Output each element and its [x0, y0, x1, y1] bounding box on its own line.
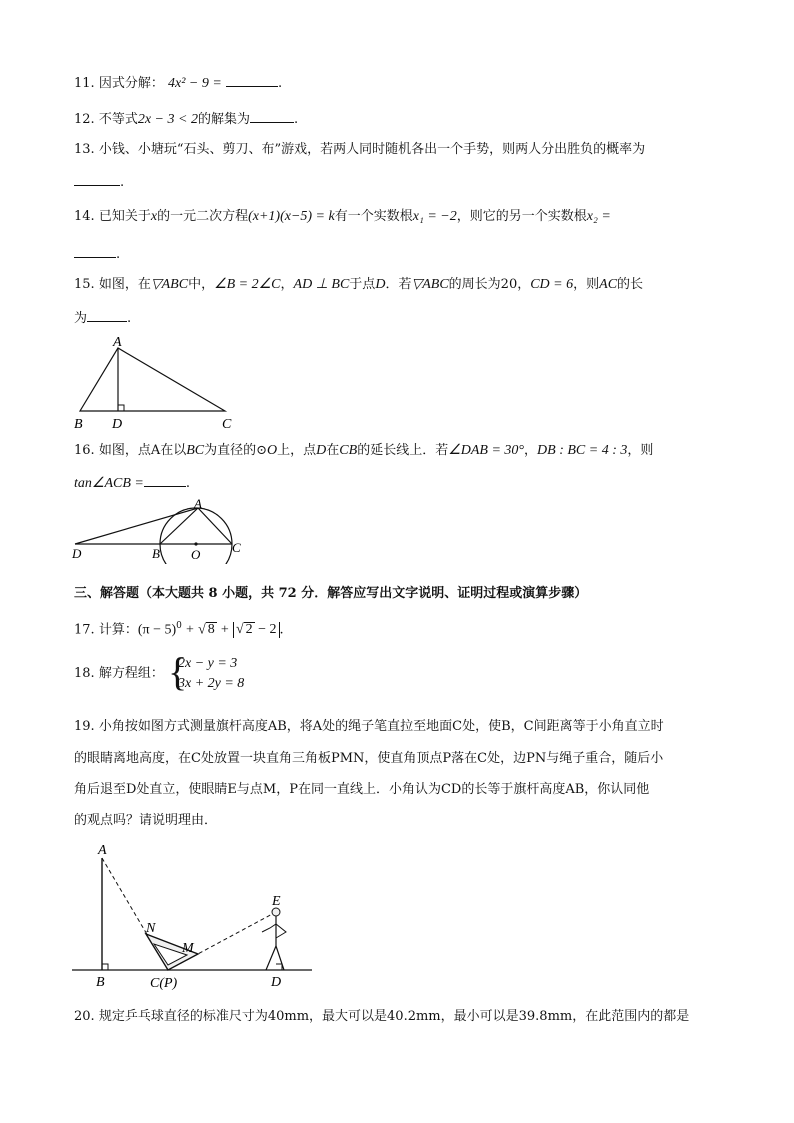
question-11: 11. 因式分解： 4x² − 9 = . — [74, 73, 282, 93]
right-angle-mark — [118, 405, 124, 411]
right-angle-mark-b — [102, 964, 108, 970]
answer-blank[interactable] — [250, 109, 294, 123]
right-angle-mark-d — [276, 964, 282, 970]
person-head — [272, 908, 280, 916]
label-d: D — [271, 975, 282, 990]
question-12: 12. 不等式2x − 3 < 2的解集为 . — [74, 109, 298, 129]
answer-blank[interactable] — [144, 473, 186, 487]
question-20: 20. 规定乒乓球直径的标准尺寸为40mm，最大可以是40.2mm，最小可以是39.8mm，在此范围内的都是 — [74, 1009, 690, 1024]
label-b: B — [152, 546, 160, 561]
question-19-line2: 的眼睛离地高度，在C处放置一块直角三角板PMN，使直角顶点P落在C处，边PN与绳子重合，随后小 — [74, 751, 664, 766]
answer-blank[interactable] — [87, 308, 127, 322]
equation-system: { 2x − y = 3 3x + 2y = 8 — [167, 649, 245, 694]
absolute-value: √ 2 − 2 — [233, 622, 280, 638]
question-19: 19. 小角按如图方式测量旗杆高度AB，将A处的绳子笔直拉至地面C处，使B，C间距离等于小角直立时 — [74, 719, 664, 734]
answer-blank[interactable] — [226, 73, 278, 87]
question-13-line2: . — [74, 172, 124, 192]
label-d: D — [112, 417, 123, 432]
label-b: B — [96, 975, 105, 990]
section-3-heading: 三、解答题（本大题共 8 小题，共 72 分．解答应写出文字说明、证明过程或演算步骤） — [74, 586, 588, 601]
question-16: 16. 如图，点A在以BC为直径的⊙O上，点D在CB的延长线上．若∠DAB = 30°，DB : BC = 4 : 3，则 — [74, 443, 654, 458]
answer-blank[interactable] — [74, 172, 120, 186]
question-18: 18. 解方程组： { 2x − y = 3 3x + 2y = 8 — [74, 649, 245, 694]
label-b: B — [74, 417, 83, 432]
question-16-line2: tan∠ACB = . — [74, 473, 190, 493]
center-dot — [194, 542, 197, 545]
question-15: 15. 如图，在▽ABC中，∠B = 2∠C，AD ⊥ BC于点D．若▽ABC的周长为20，CD = 6，则AC的长 — [74, 277, 644, 292]
label-c: C — [232, 540, 241, 555]
figure-16-circle — [70, 496, 260, 564]
question-14-line2: . — [74, 244, 120, 264]
label-c: C — [222, 417, 232, 432]
question-19-line4: 的观点吗？请说明理由． — [74, 813, 218, 828]
person-legs — [266, 946, 284, 970]
label-a: A — [113, 335, 122, 350]
triangle-abc — [80, 348, 225, 411]
figure-19-flagpole — [68, 838, 318, 993]
label-a: A — [98, 843, 107, 858]
label-a: A — [194, 496, 202, 511]
person-arms — [262, 924, 286, 938]
label-d: D — [72, 546, 82, 561]
question-14: 14. 已知关于x的一元二次方程(x+1)(x−5) = k有一个实数根x₁ = −2，则它的另一个实数根x₂ = — [74, 209, 611, 224]
question-19-line3: 角后退至D处直立，使眼睛E与点M，P在同一直线上．小角认为CD的长等于旗杆高度AB，你认同他 — [74, 782, 650, 797]
label-m: M — [182, 941, 194, 956]
figure-15-triangle — [70, 334, 250, 434]
question-13: 13. 小钱、小塘玩“石头、剪刀、布”游戏，若两人同时随机各出一个手势，则两人分出胜负的概率为 — [74, 142, 646, 157]
question-17: 17. 计算：$(\pi - 5)^0$ + √ 8 + √ 2 − 2 . — [74, 621, 284, 638]
label-n: N — [146, 921, 156, 936]
label-e: E — [272, 894, 281, 909]
label-cp: C(P) — [150, 976, 178, 991]
question-15-line2: 为 . — [74, 308, 131, 328]
label-o: O — [191, 547, 201, 562]
answer-blank[interactable] — [74, 244, 116, 258]
